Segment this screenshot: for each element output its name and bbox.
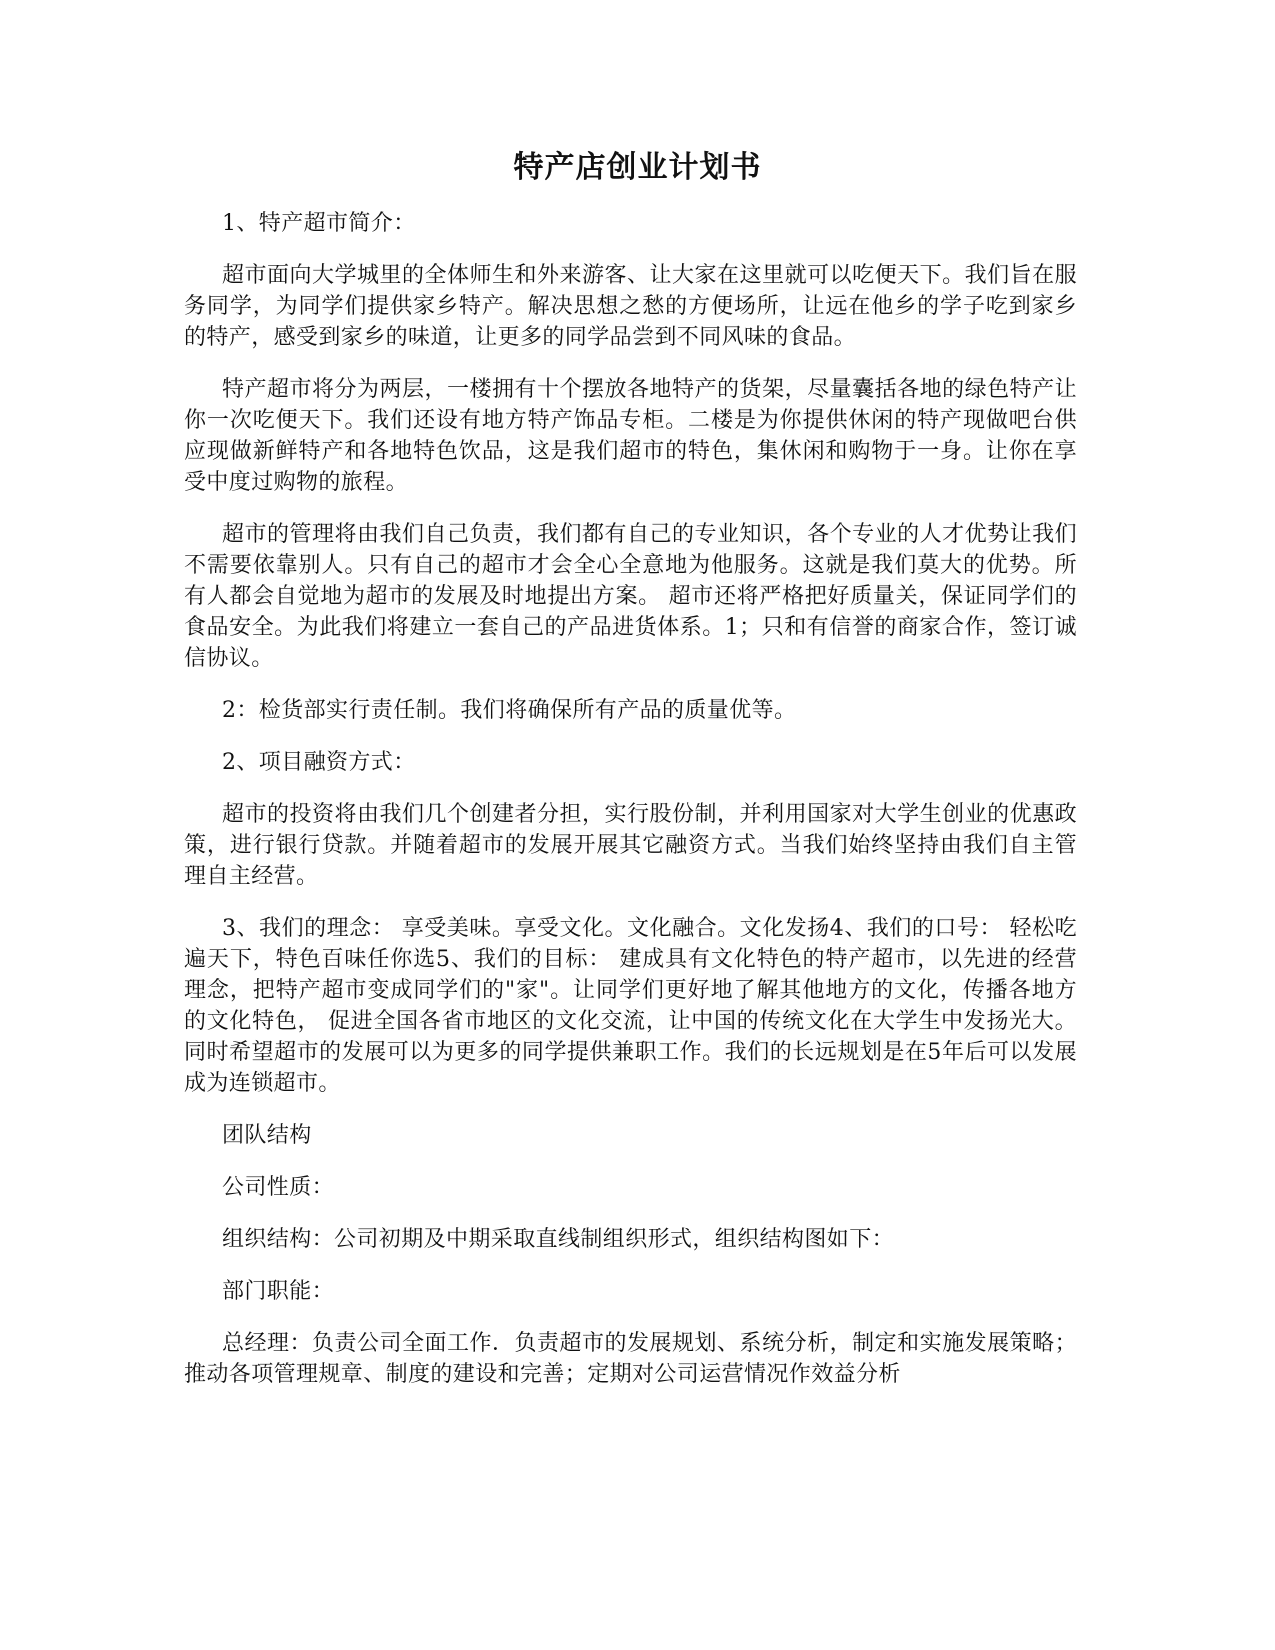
paragraph-company-nature: 公司性质： (222, 1175, 335, 1200)
paragraph-org-structure: 组织结构：公司初期及中期采取直线制组织形式，组织结构图如下： (222, 1227, 895, 1252)
paragraph-financing: 超市的投资将由我们几个创建者分担，实行股份制，并利用国家对大学生创业的优惠政策，进行银行贷款。并随着超市的发展开展其它融资方式。当我们始终坚持由我们自主管理自主经营。 (184, 802, 1077, 889)
paragraph-department-functions: 部门职能： (222, 1279, 335, 1304)
document-body (184, 208, 1077, 1411)
paragraph-philosophy: 3、我们的理念： 享受美味。享受文化。文化融合。文化发扬4、我们的口号： 轻松吃遍天下，特色百味任你选5、我们的目标： 建成具有文化特色的特产超市，以先进的经营理念，把特产超市变成同学们的"家"。让同学们更好地了解其他地方的文化，传播各地方的文化特色， 促进全国各省市地区的文化交流，让中国的传统文化在大学生中发扬光大。同时希望超市的发展可以为更多的同学提供兼职工作。我们的长远规划是在5年后可以发展成为连锁超市。 (184, 916, 1077, 1096)
paragraph-intro: 超市面向大学城里的全体师生和外来游客、让大家在这里就可以吃便天下。我们旨在服务同学，为同学们提供家乡特产。解决思想之愁的方便场所，让远在他乡的学子吃到家乡的特产，感受到家乡的味道，让更多的同学品尝到不同风味的食品。 (184, 263, 1077, 350)
document-title: 特产店创业计划书 (513, 150, 762, 185)
section-heading-team: 团队结构 (222, 1123, 312, 1148)
paragraph-general-manager: 总经理：负责公司全面工作．负责超市的发展规划、系统分析，制定和实施发展策略；推动各项管理规章、制度的建设和完善；定期对公司运营情况作效益分析 (184, 1331, 1077, 1387)
section-heading-intro: 1、特产超市简介： (222, 211, 416, 236)
section-heading-financing: 2、项目融资方式： (222, 750, 416, 775)
paragraph-inspection: 2：检货部实行责任制。我们将确保所有产品的质量优等。 (222, 698, 797, 723)
paragraph-management: 超市的管理将由我们自己负责，我们都有自己的专业知识，各个专业的人才优势让我们不需要依靠别人。只有自己的超市才会全心全意地为他服务。这就是我们莫大的优势。所有人都会自觉地为超市的发展及时地提出方案。 超市还将严格把好质量关，保证同学们的食品安全。为此我们将建立一套自己的产品进货体系。1；只和有信誉的商家合作，签订诚信协议。 (184, 522, 1077, 671)
paragraph-layout: 特产超市将分为两层，一楼拥有十个摆放各地特产的货架，尽量囊括各地的绿色特产让你一次吃便天下。我们还设有地方特产饰品专柜。二楼是为你提供休闲的特产现做吧台供应现做新鲜特产和各地特色饮品，这是我们超市的特色，集休闲和购物于一身。让你在享受中度过购物的旅程。 (184, 377, 1077, 495)
